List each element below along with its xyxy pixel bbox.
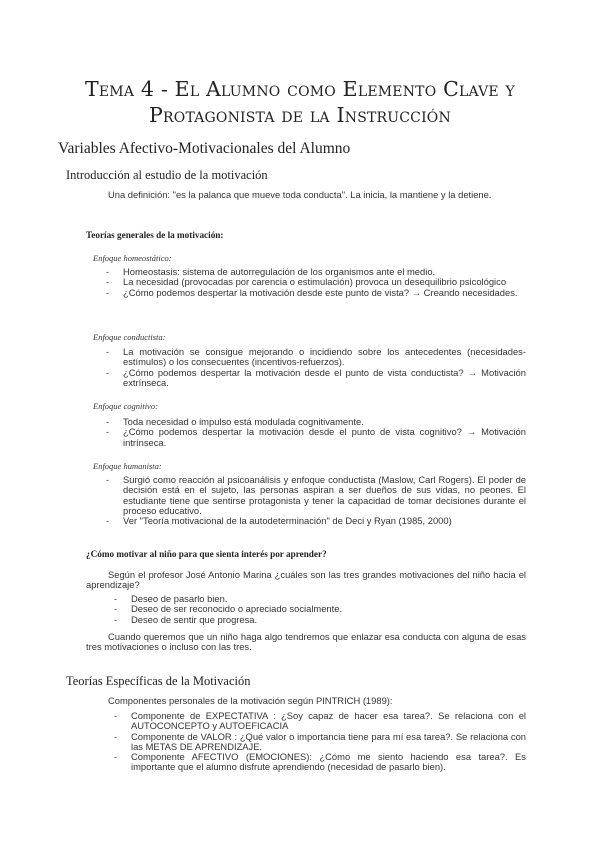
list-item: - Deseo de sentir que progresa. [114, 615, 514, 625]
approach-list-homeostatic [106, 267, 526, 298]
pintrich-components-list [114, 711, 526, 773]
list-item: - ¿Cómo podemos despertar la motivación desde el punto de vista cognitivo? → Motivación intrínseca. [106, 427, 526, 448]
definition-paragraph: Una definición: "es la palanca que mueve toda conducta". La inicia, la mantiene y la detiene. [108, 189, 492, 200]
approach-list-behaviorist [106, 347, 526, 388]
approach-list-cognitive [106, 417, 526, 448]
list-item: - ¿Cómo podemos despertar la motivación desde el punto de vista conductista? → Motivación extrínseca. [106, 368, 526, 389]
approach-list-humanist [106, 475, 526, 526]
approach-label-cognitive: Enfoque cognitivo: [93, 401, 158, 411]
closing-paragraph: Cuando queremos que un niño haga algo tendremos que enlazar esa conducta con alguna de esas tres motivaciones o incluso con las tres. [86, 631, 526, 653]
list-item: - ¿Cómo podemos despertar la motivación desde este punto de vista? → Creando necesidades. [106, 288, 526, 298]
pintrich-intro: Componentes personales de la motivación según PINTRICH (1989): [108, 695, 393, 706]
list-item: - Surgió como reacción al psicoanálisis y enfoque conductista (Maslow, Carl Rogers). El poder de decisión está en el sujeto, las personas aspiran a ser dueños de sus vidas, no peones. El estudiante tiene que sentirse protagonista y tener la capacidad de tomar decisiones durante el proceso educativo. [106, 475, 526, 516]
title-line-1: Tema 4 - El Alumno como Elemento Clave y [85, 77, 515, 101]
list-item: - Componente de VALOR : ¿Qué valor o importancia tiene para mí esa tarea?. Se relaciona con las METAS DE APRENDIZAJE. [114, 732, 526, 753]
approach-label-humanist: Enfoque humanista: [93, 461, 162, 471]
list-item: - Componente de EXPECTATIVA : ¿Soy capaz de hacer esa tarea?. Se relaciona con el AUTOCONCEPTO y AUTOEFICACIA [114, 711, 526, 732]
marina-paragraph: Según el profesor José Antonio Marina ¿cuáles son las tres grandes motivaciones del niño hacia el aprendizaje? [86, 569, 526, 591]
intro-heading: Introducción al estudio de la motivación [66, 168, 268, 182]
list-item: - La motivación se consigue mejorando o incidiendo sobre los antecedentes (necesidades-estímulos) o los consecuentes (incentivos-refuerzos). [106, 347, 526, 368]
list-item: - La necesidad (provocadas por carencia o estimulación) provoca un desequilibrio psicológico [106, 277, 526, 287]
list-item: - Ver "Teoría motivacional de la autodeterminación" de Deci y Ryan (1985, 2000) [106, 516, 526, 526]
page-title [30, 76, 570, 128]
motivations-list [114, 594, 514, 625]
list-item: - Deseo de pasarlo bien. [114, 594, 514, 604]
list-item: - Deseo de ser reconocido o apreciado socialmente. [114, 604, 514, 614]
list-item: - Homeostasis: sistema de autorregulación de los organismos ante el medio. [106, 267, 526, 277]
title-line-2: Protagonista de la Instrucción [149, 103, 451, 127]
list-item: - Componente AFECTIVO (EMOCIONES): ¿Cómo me siento haciendo esa tarea?. Es importante que el alumno disfrute aprendiendo (necesidad de pasarlo bien). [114, 752, 526, 773]
section-heading: Variables Afectivo-Motivacionales del Alumno [58, 140, 351, 157]
question-heading: ¿Cómo motivar al niño para que sienta interés por aprender? [86, 549, 327, 559]
theories-heading: Teorías generales de la motivación: [86, 230, 224, 240]
list-item: - Toda necesidad o impulso está modulada cognitivamente. [106, 417, 526, 427]
approach-label-homeostatic: Enfoque homeostático: [93, 253, 172, 263]
specific-heading: Teorías Específicas de la Motivación [66, 674, 251, 688]
approach-label-behaviorist: Enfoque conductista: [93, 332, 166, 342]
